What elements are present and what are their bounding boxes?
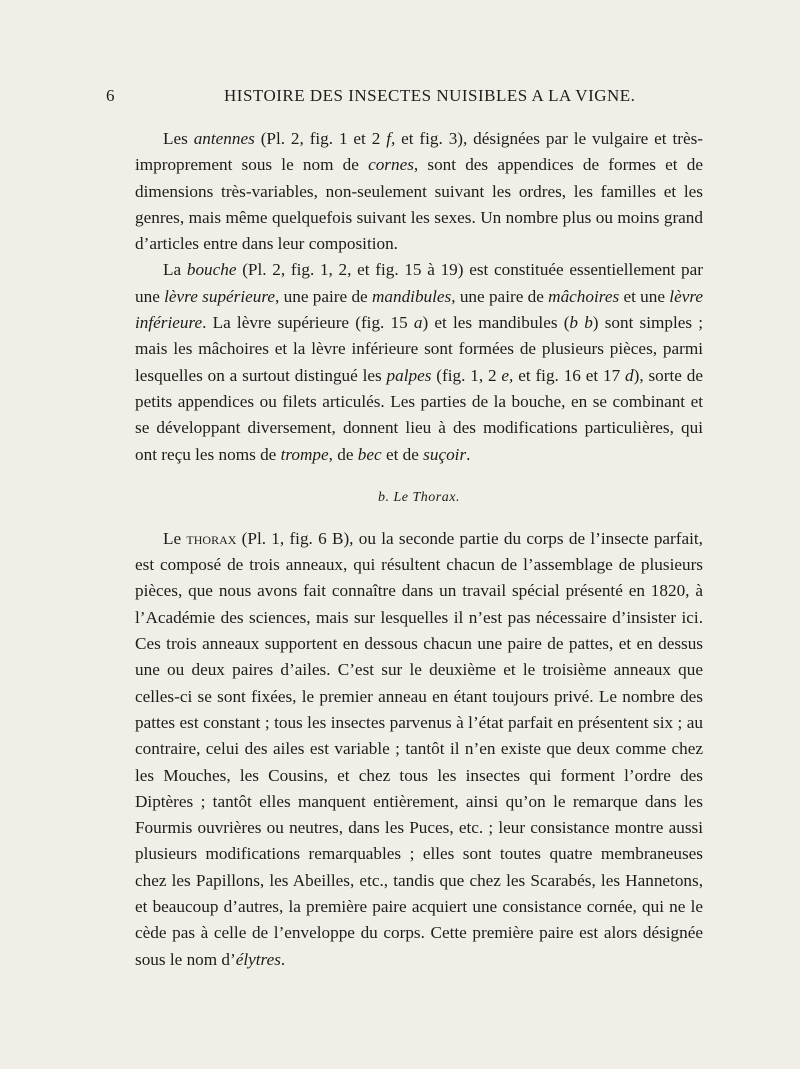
text-run: (Pl. 2, fig. 1 et 2 [254,129,387,148]
text-run: La [163,260,187,280]
text-run: mandibules [371,286,452,306]
text-run: a [413,313,423,333]
paragraph-antennes [135,126,703,257]
text-run: et une [619,286,670,306]
text-run: f, [386,129,396,148]
text-run: lèvre inférieure [135,286,704,333]
text-run: suçoir [423,444,467,464]
text-run: lèvre supérieure [164,286,276,306]
text-run: (Pl. 1, fig. 6 B), ou la seconde partie du corps de l’insecte parfait, est composé de trois anneaux, qui résultent chacun de l’assemblage de plusieurs pièces, que nous avons fait connaître dans un travail spécial présenté en 1820, à l’Académie des sciences, mais sur lesquelles il n’est pas nécessaire d’insister ici. Ces trois anneaux supportent en dessous chacun une paire de pattes, et en dessus une ou deux paires d’ailes. C’est sur le deuxième et le troisième anneaux que celles-ci se sont fixées, le premier anneau en étant toujours privé. Le nombre des pattes est constant ; tous les insectes parvenus à l’état parfait en présentent six ; au contraire, celui des ailes est variable ; tantôt il n’en existe que deux comme chez les Mouches, les Cousins, et chez tous les insectes qui forment l’ordre des Diptères ; tantôt elles manquent entièrement, ainsi qu’on le remarque dans les Fourmis ouvrières ou neutres, dans les Puces, etc. ; leur consistance montre aussi plusieurs modifications remarquables ; elles sont toutes quatre membraneuses chez les Papillons, les Abeilles, etc., tandis que chez les Scarabés, les Hannetons, et beaucoup d’autres, la première paire acquiert une consistance cornée, qui ne le cède pas à celle de l’enveloppe du corps. Cette première paire est alors désignée sous le nom d’ [135,528,703,969]
paragraph-thorax [135,526,703,973]
text-run: trompe [280,444,329,464]
text-run: cornes [368,155,414,175]
text-run: palpes [386,365,432,385]
text-run: élytres [235,949,281,969]
text-run: et fig. 3), désignées par le vulgaire et très-improprement sous le nom de [135,129,703,175]
running-title: HISTOIRE DES INSECTES NUISIBLES A LA VIGNE. [224,86,636,105]
text-run: , de [328,444,358,464]
text-run: b b [569,313,593,333]
text-run: . La lèvre supérieure (fig. 15 [202,313,414,333]
text-run: mâchoires [548,286,620,306]
text-run: , sont des appendices de formes et de dimensions très-variables, non-seulement suivant les ordres, les familles et les genres, mais même quelquefois suivant les sexes. Un nombre plus ou moins grand d’articles entre dans leur composition. [135,155,703,254]
text-run: bouche [186,260,237,280]
text-run: et de [381,444,424,464]
text-run: antennes [193,129,255,148]
text-run: , une paire de [451,286,549,306]
text-run: et fig. 16 et 17 [513,365,626,385]
text-run: (fig. 1, 2 [431,365,502,385]
text-run: , une paire de [275,286,372,306]
text-run: (Pl. 2, fig. 1, 2, et fig. 15 à 19) est constituée essentiellement par une [135,260,703,306]
text-run: e, [501,365,514,385]
page-number: 6 [106,86,115,105]
running-header [106,86,726,110]
text-run: bec [357,444,382,464]
text-run: ) sont simples ; mais les mâchoires et la lèvre inférieure sont formées de plusieurs pièces, parmi lesquelles on a surtout distingué les [135,313,704,385]
text-run: thorax [186,528,237,548]
paragraph-bouche [135,257,703,467]
text-run: Les [163,129,194,148]
text-run: . [466,444,471,464]
text-run: ), sorte de petits appendices ou filets articulés. Les parties de la bouche, en se combinant et se développant diversement, donnent lieu à des modifications particulières, qui ont reçu les noms de [135,365,703,464]
text-run: d [625,365,634,385]
text-run: . [280,949,286,969]
text-run: Le [163,528,187,548]
text-run: ) et les mandibules ( [422,313,570,333]
body-text [135,126,703,973]
section-subheading: b. Le Thorax. [378,489,460,505]
